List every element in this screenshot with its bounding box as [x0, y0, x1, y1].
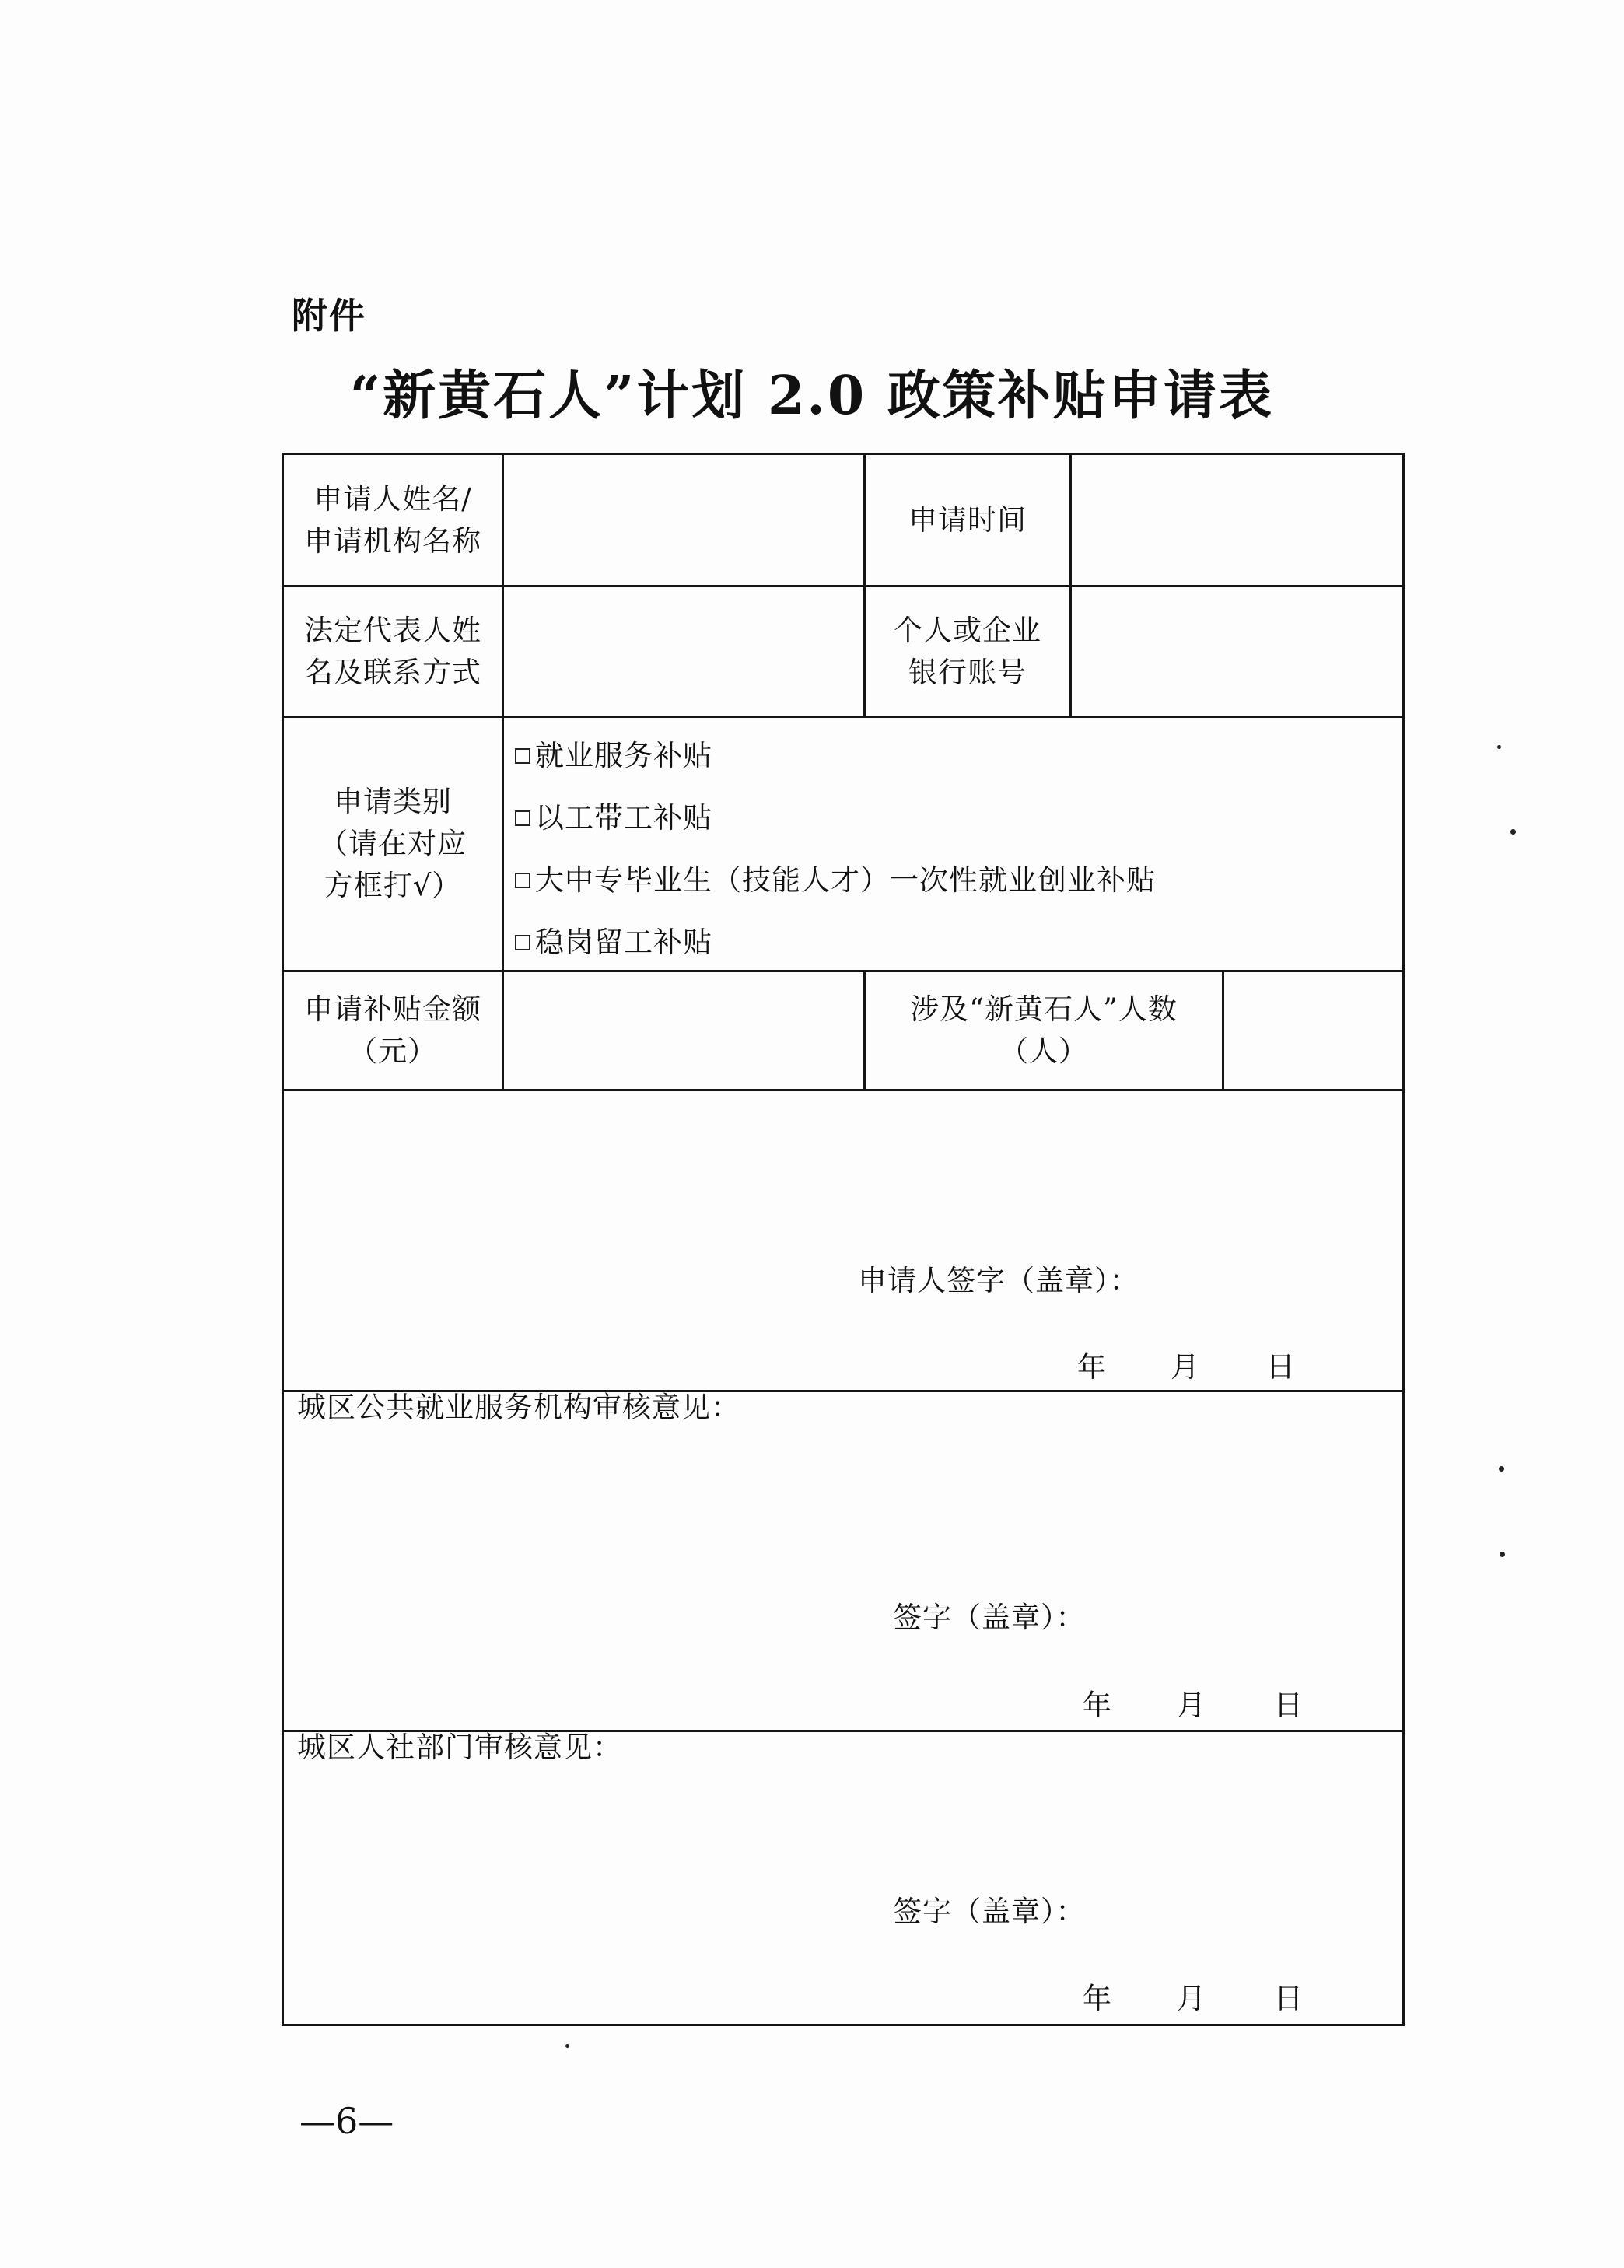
option-job-retention-subsidy[interactable]: 稳岗留工补贴: [515, 923, 712, 962]
hr-sign-day: 日: [1274, 1982, 1303, 2015]
hr-review-title: 城区人社部门审核意见：: [297, 1731, 622, 1764]
scan-speck: [565, 2044, 569, 2048]
subsidy-amount-field[interactable]: [504, 972, 863, 1089]
application-date-label: 申请时间: [908, 502, 1027, 537]
page-number: —6—: [299, 2100, 394, 2142]
bank-account-label: 个人或企业 银行账号: [894, 613, 1041, 689]
table-border-right: [1402, 453, 1405, 2026]
application-date-field[interactable]: [1072, 455, 1402, 585]
attachment-label: 附件: [292, 295, 366, 337]
public-service-sign-day: 日: [1274, 1689, 1303, 1722]
legal-representative-label: 法定代表人姓 名及联系方式: [304, 613, 481, 689]
public-service-sign-year: 年: [1083, 1689, 1111, 1722]
hr-sign-year: 年: [1083, 1982, 1111, 2015]
applicant-sign-day: 日: [1266, 1350, 1295, 1384]
option-graduate-employment-subsidy[interactable]: 大中专毕业生（技能人才）一次性就业创业补贴: [515, 861, 1156, 900]
applicant-sign-month: 月: [1171, 1350, 1199, 1384]
people-count-label: 涉及“新黄石人”人数 （人）: [910, 992, 1178, 1068]
application-category-label: 申请类别 （请在对应 方框打√）: [319, 785, 467, 902]
legal-representative-field[interactable]: [504, 587, 863, 716]
scan-speck: [1500, 1552, 1505, 1557]
bank-account-field[interactable]: [1072, 587, 1402, 716]
document-title: “新黄石人”计划 2.0 政策补贴申请表: [350, 365, 1274, 427]
applicant-sign-year: 年: [1077, 1350, 1106, 1384]
hr-sign-month: 月: [1177, 1982, 1206, 2015]
table-border-bottom: [282, 2024, 1405, 2026]
people-count-field[interactable]: [1224, 972, 1402, 1089]
checkbox-icon[interactable]: [515, 873, 530, 888]
scan-speck: [1497, 745, 1501, 749]
option-worker-referral-subsidy[interactable]: 以工带工补贴: [515, 799, 712, 838]
subsidy-amount-label: 申请补贴金额 （元）: [304, 992, 481, 1068]
option-employment-service-subsidy[interactable]: 就业服务补贴: [515, 737, 712, 775]
checkbox-icon[interactable]: [515, 935, 530, 950]
public-service-signature-label: 签字（盖章）：: [893, 1601, 1086, 1634]
scan-speck: [1510, 829, 1516, 835]
hr-signature-label: 签字（盖章）：: [893, 1895, 1086, 1928]
public-service-review-title: 城区公共就业服务机构审核意见：: [297, 1391, 740, 1424]
public-service-sign-month: 月: [1177, 1689, 1206, 1722]
checkbox-icon[interactable]: [515, 810, 530, 826]
checkbox-icon[interactable]: [515, 748, 530, 764]
scan-speck: [1499, 1466, 1504, 1472]
table-row-divider: [282, 1089, 1405, 1091]
applicant-name-field[interactable]: [504, 455, 863, 585]
applicant-signature-label: 申请人签字（盖章）：: [858, 1264, 1139, 1297]
applicant-name-label: 申请人姓名/ 申请机构名称: [304, 481, 481, 558]
